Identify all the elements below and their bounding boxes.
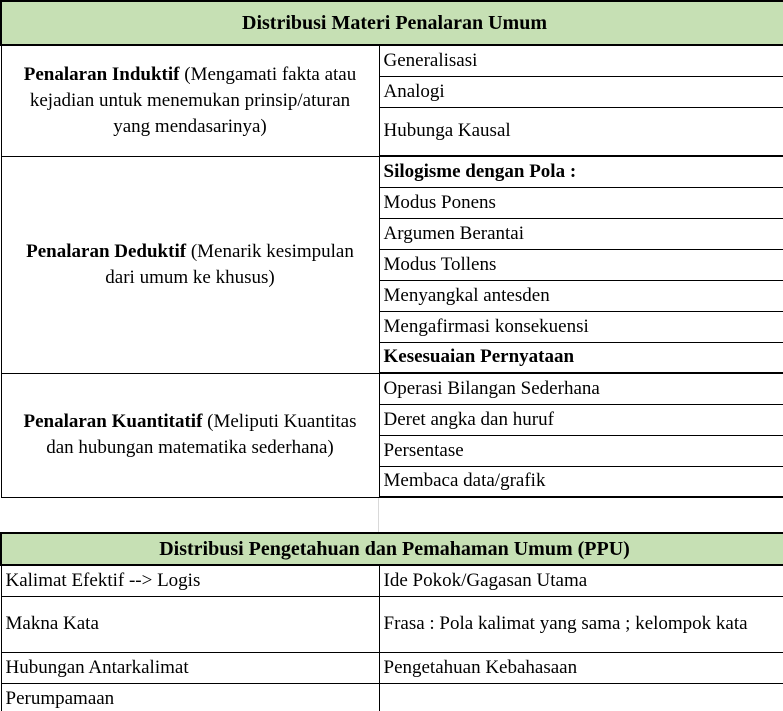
topic-cell[interactable]: Mengafirmasi konsekuensi [379, 311, 783, 342]
table-row [1, 565, 783, 596]
table-row [1, 652, 783, 683]
topic-cell[interactable]: Modus Ponens [379, 187, 783, 218]
ppu-left-cell[interactable]: Perumpamaan [1, 683, 379, 711]
topic-cell[interactable]: Silogisme dengan Pola : [379, 156, 783, 187]
topic-cell[interactable]: Modus Tollens [379, 249, 783, 280]
table-row [1, 45, 783, 76]
category-name: Penalaran Deduktif [26, 240, 187, 262]
category-desc: (Meliputi Kuantitas dan hubungan matematika sederhana) [46, 411, 357, 458]
category-cell[interactable] [1, 45, 379, 156]
table-row [1, 596, 783, 652]
topic-cell[interactable]: Deret angka dan huruf [379, 404, 783, 435]
table-row [1, 373, 783, 404]
topic-cell[interactable]: Analogi [379, 76, 783, 107]
topic-cell[interactable]: Operasi Bilangan Sederhana [379, 373, 783, 404]
category-name: Penalaran Induktif [23, 63, 180, 85]
topic-cell[interactable]: Generalisasi [379, 45, 783, 76]
topic-cell[interactable]: Argumen Berantai [379, 218, 783, 249]
ppu-right-cell[interactable] [379, 683, 783, 711]
topic-cell[interactable]: Hubunga Kausal [379, 107, 783, 156]
ppu-right-cell[interactable]: Frasa : Pola kalimat yang sama ; kelompok kata [379, 596, 783, 652]
category-name: Penalaran Kuantitatif [23, 411, 203, 432]
table-row [1, 683, 783, 711]
topic-cell[interactable]: Membaca data/grafik [379, 466, 783, 497]
ppu-table [0, 532, 783, 711]
ppu-right-cell[interactable]: Pengetahuan Kebahasaan [379, 652, 783, 683]
ppu-left-cell[interactable]: Hubungan Antarkalimat [1, 652, 379, 683]
penalaran-umum-title[interactable]: Distribusi Materi Penalaran Umum [1, 1, 783, 45]
topic-cell[interactable]: Persentase [379, 435, 783, 466]
topic-cell[interactable]: Kesesuaian Pernyataan [379, 342, 783, 373]
ppu-left-cell[interactable]: Kalimat Efektif --> Logis [1, 565, 379, 596]
table-row [1, 156, 783, 187]
ppu-left-cell[interactable]: Makna Kata [1, 596, 379, 652]
category-desc: (Menarik kesimpulan dari umum ke khusus) [105, 240, 354, 288]
category-cell[interactable] [1, 156, 379, 373]
category-cell[interactable] [1, 373, 379, 497]
category-desc: (Mengamati fakta atau kejadian untuk menemukan prinsip/aturan yang mendasarinya) [29, 63, 357, 137]
ppu-title[interactable]: Distribusi Pengetahuan dan Pemahaman Umum (PPU) [1, 533, 783, 565]
empty-row [0, 498, 783, 532]
topic-cell[interactable]: Menyangkal antesden [379, 280, 783, 311]
ppu-right-cell[interactable]: Ide Pokok/Gagasan Utama [379, 565, 783, 596]
